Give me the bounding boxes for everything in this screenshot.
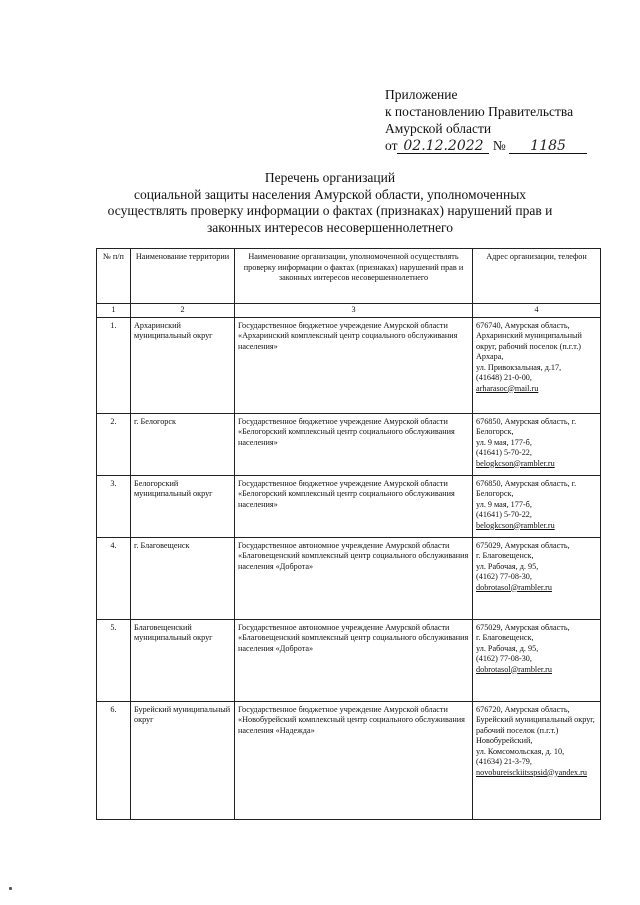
address-line: 675029, Амурская область, xyxy=(476,622,570,632)
table-row xyxy=(97,317,601,413)
address-line: ул. Рабочая, д. 95, xyxy=(476,561,539,571)
table-row xyxy=(97,619,601,701)
table-row xyxy=(97,475,601,537)
row-number: 6. xyxy=(97,701,131,819)
row-organization: Государственное бюджетное учреждение Амурской области «Архаринский комплексный центр социального обслуживания населения» xyxy=(235,317,473,413)
table-header-row xyxy=(97,249,601,304)
email-link[interactable]: dobrotasol@rambler.ru xyxy=(476,664,552,674)
handwritten-number: 1185 xyxy=(509,139,587,154)
address-line: г. Благовещенск, xyxy=(476,551,534,560)
appendix-date-number xyxy=(385,137,587,154)
address-line: 675029, Амурская область, xyxy=(476,540,570,550)
table-row xyxy=(97,701,601,819)
row-number: 4. xyxy=(97,537,131,619)
number-label: № xyxy=(492,138,506,153)
title-line-1: Перечень организаций xyxy=(264,170,396,185)
table-row xyxy=(97,537,601,619)
address-line: (41641) 5-70-22, xyxy=(476,448,532,457)
appendix-region: Амурской области xyxy=(385,121,492,136)
row-number: 1. xyxy=(97,317,131,413)
email-link[interactable]: belogkcson@rambler.ru xyxy=(476,520,555,530)
row-address xyxy=(473,317,601,413)
row-organization: Государственное бюджетное учреждение Амурской области «Белогорский комплексный центр социального обслуживания населения» xyxy=(235,413,473,475)
address-line: г. Благовещенск, xyxy=(476,633,534,642)
column-number: 1 xyxy=(97,304,131,318)
organizations-table xyxy=(96,248,601,820)
row-number: 5. xyxy=(97,619,131,701)
row-territory: Благовещенский муниципальный округ xyxy=(131,619,235,701)
row-number: 2. xyxy=(97,413,131,475)
appendix-decree-ref: к постановлению Правительства xyxy=(385,104,574,119)
address-line: (41641) 5-70-22, xyxy=(476,510,532,519)
handwritten-date: 02.12.2022 xyxy=(397,139,489,154)
address-line: (4162) 77-08-30, xyxy=(476,654,532,663)
header-organization: Наименование организации, уполномоченной осуществлять проверку информации о фактах (признаках) нарушений прав и законных интересов несовершеннолетнего xyxy=(235,249,473,304)
address-line: ул. Рабочая, д. 95, xyxy=(476,643,539,653)
row-organization: Государственное автономное учреждение Амурской области «Благовещенский комплексный центр социального обслуживания населения «Доброта» xyxy=(235,619,473,701)
title-line-3: осуществлять проверку информации о фактах (признаках) нарушений прав и xyxy=(107,203,553,218)
title-line-2: социальной защиты населения Амурской области, уполномоченных xyxy=(133,186,527,202)
address-line: 676720, Амурская область, Бурейский муниципальный округ, рабочий поселок (п.г.т.) Новобурейский, xyxy=(476,704,595,745)
row-organization: Государственное бюджетное учреждение Амурской области «Новобурейский комплексный центр социального обслуживания населения «Надежда» xyxy=(235,701,473,819)
row-address xyxy=(473,475,601,537)
address-line: 676850, Амурская область, г. Белогорск, xyxy=(476,478,577,498)
row-address xyxy=(473,413,601,475)
row-territory: Архаринский муниципальный округ xyxy=(131,317,235,413)
table-row xyxy=(97,413,601,475)
scan-artifact xyxy=(9,887,12,890)
header-territory: Наименование территории xyxy=(131,249,235,304)
row-organization: Государственное бюджетное учреждение Амурской области «Белогорский комплексный центр социального обслуживания населения» xyxy=(235,475,473,537)
row-organization: Государственное автономное учреждение Амурской области «Благовещенский комплексный центр социального обслуживания населения «Доброта» xyxy=(235,537,473,619)
email-link[interactable]: belogkcson@rambler.ru xyxy=(476,458,555,468)
header-number: № п/п xyxy=(97,249,131,304)
appendix-header xyxy=(385,86,587,154)
address-line: ул. 9 мая, 177-б, xyxy=(476,437,532,447)
row-territory: Белогорский муниципальный округ xyxy=(131,475,235,537)
row-address xyxy=(473,619,601,701)
column-number: 2 xyxy=(131,304,235,318)
column-number: 4 xyxy=(473,304,601,318)
row-territory: г. Белогорск xyxy=(131,413,235,475)
row-number: 3. xyxy=(97,475,131,537)
row-territory: Бурейский муниципальный округ xyxy=(131,701,235,819)
email-link[interactable]: arharasoc@mail.ru xyxy=(476,383,539,393)
address-line: ул. 9 мая, 177-б, xyxy=(476,499,532,509)
title-line-4: законных интересов несовершеннолетнего xyxy=(206,219,454,235)
email-link[interactable]: dobrotasol@rambler.ru xyxy=(476,582,552,592)
address-line: (4162) 77-08-30, xyxy=(476,572,532,581)
address-line: ул. Комсомольская, д. 10, xyxy=(476,746,565,756)
document-title xyxy=(60,170,600,236)
address-line: (41648) 21-0-00, xyxy=(476,373,532,382)
row-address xyxy=(473,701,601,819)
address-line: (41634) 21-3-79, xyxy=(476,757,532,766)
appendix-title: Приложение xyxy=(385,87,458,102)
column-number: 3 xyxy=(235,304,473,318)
email-link[interactable]: novobureisckiitsspsid@yandex.ru xyxy=(476,767,588,777)
from-label: от xyxy=(385,138,398,153)
header-address: Адрес организации, телефон xyxy=(473,249,601,304)
row-territory: г. Благовещенск xyxy=(131,537,235,619)
address-line: 676850, Амурская область, г. Белогорск, xyxy=(476,416,577,436)
address-line: 676740, Амурская область, Архаринский муниципальный округ, рабочий поселок (п.г.т.) Архара, xyxy=(476,320,582,361)
row-address xyxy=(473,537,601,619)
column-number-row xyxy=(97,304,601,318)
address-line: ул. Привокзальная, д.17, xyxy=(476,362,562,372)
